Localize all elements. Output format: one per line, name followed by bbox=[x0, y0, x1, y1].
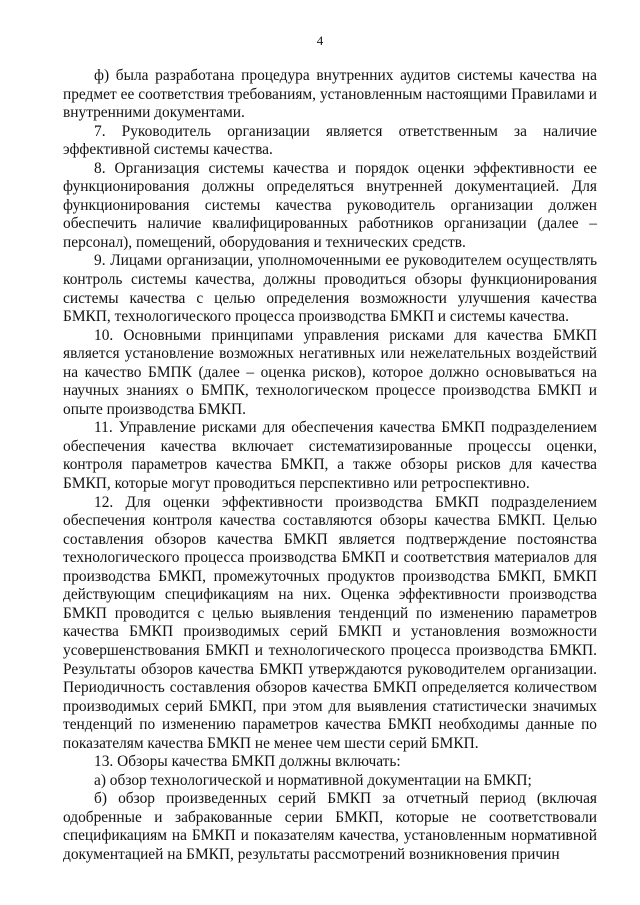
paragraph-11: 11. Управление рисками для обеспечения качества БМКП подразделением обеспечения качества включает систематизированные процессы оценки, контроля параметров качества БМКП, а также обзоры рисков для качества БМКП, которые могут проводиться перспективно или ретроспективно. bbox=[63, 419, 597, 493]
paragraph-9: 9. Лицами организации, уполномоченными ее руководителем осуществлять контроль системы качества, должны проводиться обзоры функционирования системы качества с целью определения возможности улучшения качества БМКП, технологического процесса производства БМКП и системы качества. bbox=[63, 252, 597, 326]
paragraph-13: 13. Обзоры качества БМКП должны включать: bbox=[94, 753, 401, 771]
paragraph-8: 8. Организация системы качества и порядок оценки эффективности ее функционирования должны определяться внутренней документацией. Для функционирования системы качества руководитель организации должен обеспечить наличие квалифицированных работников организации (далее – персонал), помещений, оборудования и технических средств. bbox=[63, 159, 597, 251]
page-number: 4 bbox=[316, 33, 324, 48]
paragraph-f: ф) была разработана процедура внутренних аудитов системы качества на предмет ее соответствия требованиям, установленным настоящими Правилами и внутренними документами. bbox=[63, 67, 597, 122]
paragraph-13a: а) обзор технологической и нормативной документации на БМКП; bbox=[94, 771, 532, 789]
document-body bbox=[63, 67, 597, 865]
paragraph-12: 12. Для оценки эффективности производства БМКП подразделением обеспечения контроля качества составляются обзоры качества БМКП. Целью составления обзоров качества БМКП является подтверждение постоянства технологического процесса производства БМКП и соответствия материалов для производства БМКП, промежуточных продуктов производства БМКП, БМКП действующим спецификациям на них. Оценка эффективности производства БМКП проводится с целью выявления тенденций по изменению параметров качества БМКП производимых серий БМКП и установления возможности усовершенствования БМКП и технологического процесса производства БМКП. Результаты обзоров качества БМКП утверждаются руководителем организации. Периодичность составления обзоров качества БМКП определяется количеством производимых серий БМКП, при этом для выявления статистически значимых тенденций по изменению параметров качества БМКП необходимы данные по показателям качества БМКП не менее чем шести серий БМКП. bbox=[63, 493, 597, 752]
paragraph-10: 10. Основными принципами управления рисками для качества БМКП является установление возможных негативных или нежелательных воздействий на качество БМПК (далее – оценка рисков), которое должно основываться на научных знаниях о БМПК, технологическом процессе производства БМКП и опыте производства БМКП. bbox=[63, 326, 597, 418]
paragraph-13b: б) обзор произведенных серий БМКП за отчетный период (включая одобренные и забракованные серии БМКП, которые не соответствовали спецификациям на БМКП и показателям качества, установленным нормативной документацией на БМКП, результаты рассмотрений возникновения причин bbox=[63, 790, 597, 863]
paragraph-7: 7. Руководитель организации является ответственным за наличие эффективной системы качества. bbox=[63, 122, 597, 159]
